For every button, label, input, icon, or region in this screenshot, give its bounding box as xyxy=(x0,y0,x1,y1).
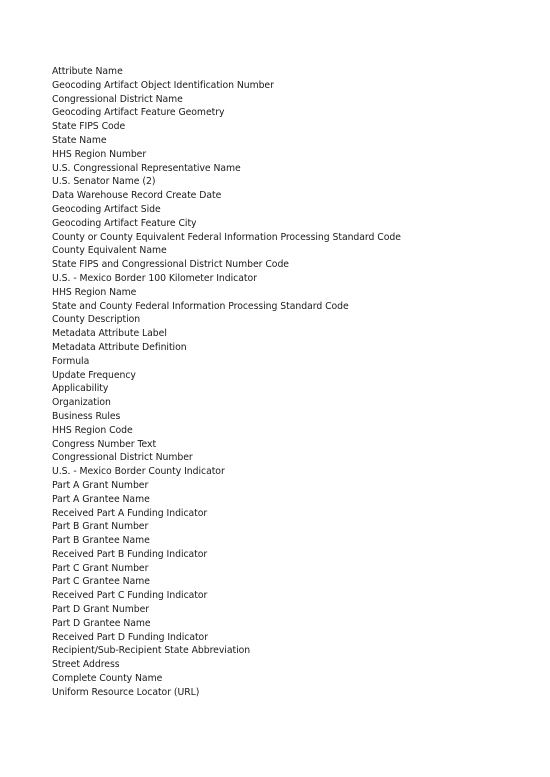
list-item: County Equivalent Name xyxy=(52,245,167,257)
list-item: Organization xyxy=(52,397,111,409)
list-item: Metadata Attribute Label xyxy=(52,328,167,340)
list-item: State Name xyxy=(52,134,107,146)
list-item: Business Rules xyxy=(52,410,121,422)
list-item: Street Address xyxy=(52,659,120,671)
list-item: Congressional District Number xyxy=(52,452,193,464)
list-item: Part D Grant Number xyxy=(52,604,150,616)
list-item: Applicability xyxy=(52,383,109,395)
list-item: County Description xyxy=(52,314,141,326)
list-item: Received Part D Funding Indicator xyxy=(52,631,208,643)
attribute-name-list xyxy=(52,65,401,700)
list-item: Received Part A Funding Indicator xyxy=(52,507,208,519)
list-item: Geocoding Artifact Feature Geometry xyxy=(52,107,225,119)
list-item: Geocoding Artifact Feature City xyxy=(52,217,197,229)
list-item: State FIPS and Congressional District Number Code xyxy=(52,259,289,271)
list-item: Part D Grantee Name xyxy=(52,617,151,629)
list-item: HHS Region Number xyxy=(52,148,147,160)
list-item: Update Frequency xyxy=(52,369,136,381)
list-item: County or County Equivalent Federal Information Processing Standard Code xyxy=(52,231,401,243)
list-item: U.S. - Mexico Border 100 Kilometer Indicator xyxy=(52,272,257,284)
list-item: Metadata Attribute Definition xyxy=(52,341,187,353)
list-item: U.S. Congressional Representative Name xyxy=(52,162,241,174)
list-item: Formula xyxy=(52,355,90,367)
list-item: State FIPS Code xyxy=(52,121,126,133)
list-item: HHS Region Name xyxy=(52,286,137,298)
list-item: Part B Grant Number xyxy=(52,521,149,533)
list-item: Complete County Name xyxy=(52,673,163,685)
list-item: HHS Region Code xyxy=(52,424,133,436)
list-item: Part B Grantee Name xyxy=(52,535,150,547)
list-item: Part A Grant Number xyxy=(52,479,149,491)
list-item: Received Part C Funding Indicator xyxy=(52,590,208,602)
list-item: Geocoding Artifact Object Identification Number xyxy=(52,79,274,91)
list-item: Part C Grantee Name xyxy=(52,576,150,588)
list-item: Uniform Resource Locator (URL) xyxy=(52,686,200,698)
list-item: Part A Grantee Name xyxy=(52,493,150,505)
list-item: Geocoding Artifact Side xyxy=(52,203,161,215)
list-item: U.S. - Mexico Border County Indicator xyxy=(52,466,225,478)
list-item: State and County Federal Information Processing Standard Code xyxy=(52,300,349,312)
list-item: Data Warehouse Record Create Date xyxy=(52,190,222,202)
list-item: Congressional District Name xyxy=(52,93,183,105)
list-item: Received Part B Funding Indicator xyxy=(52,548,208,560)
list-item: U.S. Senator Name (2) xyxy=(52,176,156,188)
list-item: Part C Grant Number xyxy=(52,562,149,574)
column-header: Attribute Name xyxy=(52,66,123,77)
list-item: Congress Number Text xyxy=(52,438,157,450)
list-item: Recipient/Sub-Recipient State Abbreviation xyxy=(52,645,251,657)
